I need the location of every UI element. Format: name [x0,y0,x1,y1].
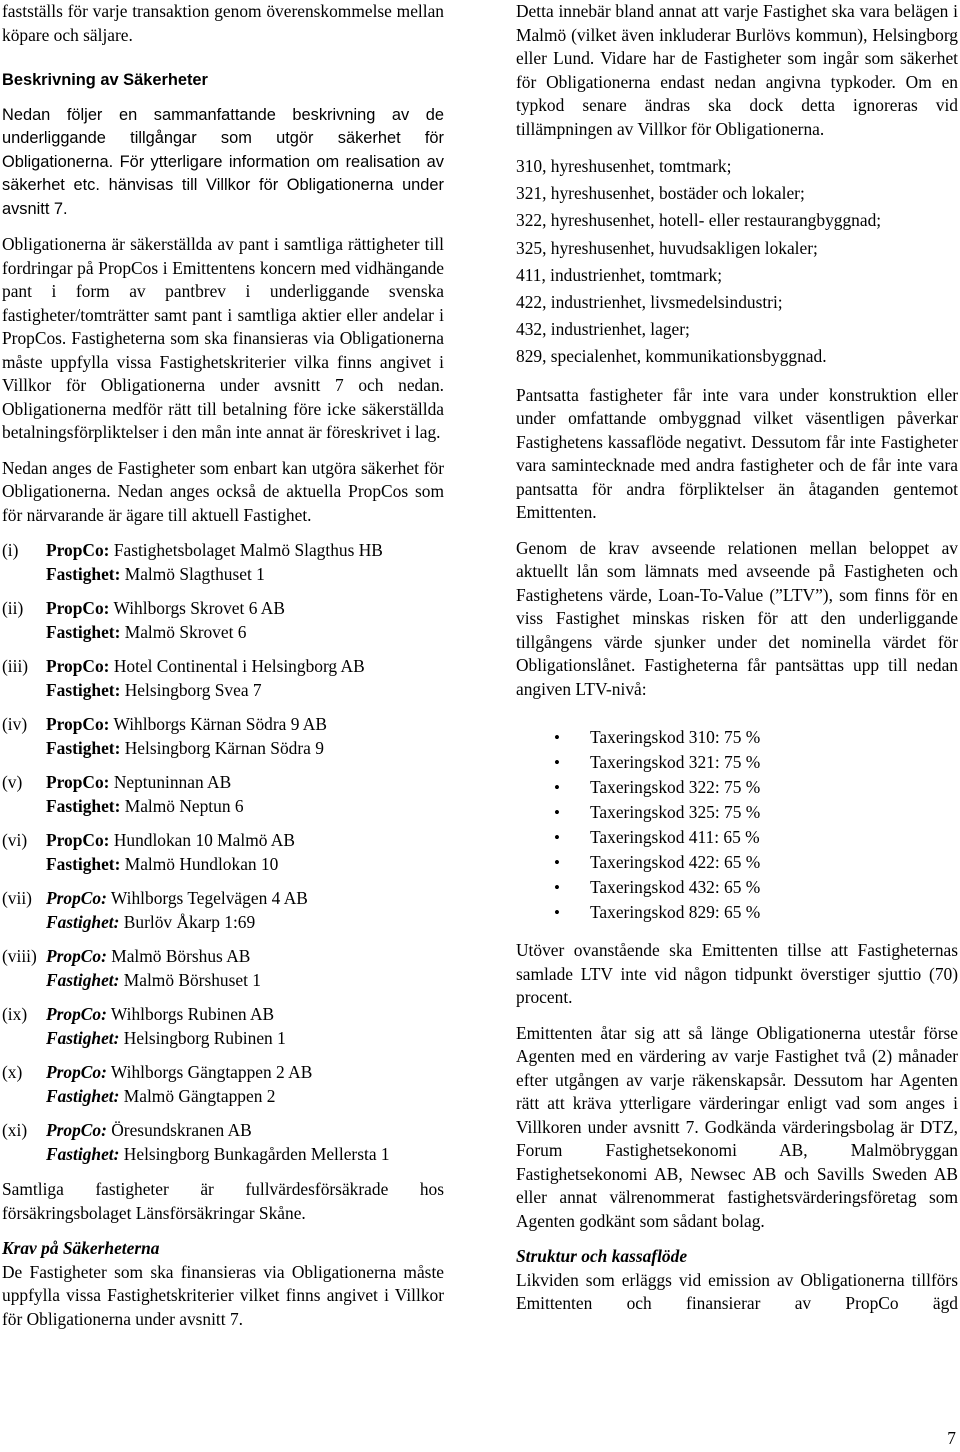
property-number: (vi) [2,830,28,850]
property-number: (x) [2,1062,23,1082]
propco-name: Hotel Continental i Helsingborg AB [113,656,365,676]
property-number: (vii) [2,888,32,908]
property-number: (iii) [2,656,29,676]
property-item [2,771,444,818]
fastighet-name: Helsingborg Svea 7 [124,679,262,700]
property-number: (v) [2,772,23,792]
paragraph-nedan-anges: Nedan anges de Fastigheter som enbart kan utgöra säkerhet för Obligationerna. Nedan anges också de aktuella PropCos som för närvarande är ägare till aktuell Fastighet. [2,457,444,525]
left-column [2,0,444,1331]
type-code-item: 321, hyreshusenhet, bostäder och lokaler; [516,183,805,204]
fastighet-label: Fastighet: [46,1143,120,1164]
fastighet-label: Fastighet: [46,1027,120,1048]
propco-label: PropCo: [46,946,107,966]
ltv-level-item: • Taxeringskod 325: 75 % [516,800,958,825]
fastighet-name: Malmö Hundlokan 10 [124,853,279,874]
property-number: (iv) [2,714,28,734]
fastighet-name: Malmö Neptun 6 [124,795,244,816]
property-item [2,597,444,644]
property-item [2,655,444,702]
ltv-level-item: • Taxeringskod 411: 65 % [516,825,958,850]
fastighet-name: Malmö Skrovet 6 [124,621,247,642]
type-code-item: 829, specialenhet, kommunikationsbyggnad. [516,346,827,367]
propco-label: PropCo: [46,714,110,734]
fastighet-label: Fastighet: [46,1085,120,1106]
ltv-level-item: • Taxeringskod 432: 65 % [516,875,958,900]
paragraph-beskrivning: Nedan följer en sammanfattande beskrivning av de underliggande tillgångar som utgör säkerhet för Obligationerna. För ytterligare information om realisation av säkerhet etc. hänvisas till Villkor för Obligationerna under avsnitt 7. [2,105,444,218]
property-item [2,1003,444,1050]
propco-label: PropCo: [46,1062,107,1082]
propco-label: PropCo: [46,656,110,676]
paragraph-pantsatta: Pantsatta fastigheter får inte vara under konstruktion eller under omfattande ombyggnad vilket väsentligen påverkar Fastighetens kassaflöde negativt. Dessutom får inte Fastigheter vara samintecknade med andra fastigheter och de får inte vara pantsatta för andra förpliktelser än åtaganden gentemot Emittenten. [516,384,958,523]
fastighet-label: Fastighet: [46,795,121,816]
property-number: (ix) [2,1004,28,1024]
ltv-level-item: • Taxeringskod 422: 65 % [516,850,958,875]
property-item [2,713,444,760]
propco-name: Hundlokan 10 Malmö AB [113,830,295,850]
propco-label: PropCo: [46,598,110,618]
fastighet-label: Fastighet: [46,911,120,932]
fastighet-label: Fastighet: [46,621,121,642]
propco-label: PropCo: [46,1120,107,1140]
fastighet-label: Fastighet: [46,969,120,990]
paragraph-krav: De Fastigheter som ska finansieras via Obligationerna måste uppfylla vissa Fastighetskriterier vilket finns angivet i Villkor för Obligationerna under avsnitt 7. [2,1261,444,1329]
paragraph-samlade-ltv: Utöver ovanstående ska Emittenten tillse att Fastigheternas samlade LTV inte vid någon tidpunkt överstiger sjuttio (70) procent. [516,940,958,1008]
property-item [2,1061,444,1108]
propco-name: Wihlborgs Skrovet 6 AB [113,598,285,618]
propco-label: PropCo: [46,1004,107,1024]
property-list [2,539,444,1166]
left-paragraph-intro: fastställs för varje transaktion genom överenskommelse mellan köpare och säljare. [2,1,444,45]
fastighet-name: Malmö Slagthuset 1 [124,563,265,584]
fastighet-label: Fastighet: [46,737,121,758]
propco-name: Öresundskranen AB [111,1120,252,1140]
fastighet-label: Fastighet: [46,853,121,874]
property-item [2,887,444,934]
paragraph-forsakring: Samtliga fastigheter är fullvärdesförsäkrade hos försäkringsbolaget Länsförsäkringar Skåne. [2,1179,444,1223]
type-code-item: 310, hyreshusenhet, tomtmark; [516,156,732,176]
type-code-item: 422, industrienhet, livsmedelsindustri; [516,292,783,313]
heading-krav-pa-sakerheterna: Krav på Säkerheterna [2,1238,160,1258]
type-code-item: 432, industrienhet, lager; [516,319,690,340]
propco-label: PropCo: [46,830,110,850]
ltv-level-item: • Taxeringskod 829: 65 % [516,900,958,925]
heading-beskrivning-av-sakerheter: Beskrivning av Säkerheter [2,71,208,89]
paragraph-belagen: Detta innebär bland annat att varje Fastighet ska vara belägen i Malmö (vilket även inkluderar Burlövs kommun), Helsingborg eller Lund. Vidare har de Fastigheter som ingår som säkerhet för Obligationerna endast nedan angivna typkoder. Om en typkod senare ändras ska dock detta ignoreras vid tillämpningen av Villkor för Obligationerna. [516,1,958,139]
ltv-level-item: • Taxeringskod 321: 75 % [516,750,958,775]
property-item [2,539,444,586]
paragraph-sakerstallda: Obligationerna är säkerställda av pant i samtliga rättigheter till fordringar på PropCos i Emittentens koncern med vidhängande pant i form av pantbrev i underliggande svenska fastigheter/tomträtter samt pant i samtliga aktier eller andelar i PropCos. Fastigheterna som ska finansieras via Obligationerna måste uppfylla vissa Fastighetskriterier vilka finns angivet i Villkor för Obligationerna under avsnitt 7 och nedan. Obligationerna medför rätt till betalning före icke säkerställda betalningsförpliktelser i den mån inte annat är föreskrivet i lag. [2,234,444,442]
propco-name: Wihlborgs Gängtappen 2 AB [110,1062,313,1082]
fastighet-label: Fastighet: [46,679,121,700]
ltv-level-list [516,725,958,925]
propco-label: PropCo: [46,772,110,792]
page-number: 7 [947,1428,956,1448]
type-code-list [516,153,958,371]
type-code-item: 325, hyreshusenhet, huvudsakligen lokaler; [516,237,818,258]
propco-name: Wihlborgs Tegelvägen 4 AB [110,888,308,908]
property-number: (xi) [2,1120,28,1140]
propco-label: PropCo: [46,540,110,560]
type-code-item: 411, industrienhet, tomtmark; [516,264,723,285]
heading-struktur-och-kassaflode: Struktur och kassaflöde [516,1246,688,1267]
propco-name: Wihlborgs Kärnan Södra 9 AB [113,714,327,734]
propco-name: Fastighetsbolaget Malmö Slagthus HB [113,540,383,560]
ltv-level-item: • Taxeringskod 322: 75 % [516,775,958,800]
property-number: (viii) [2,946,37,966]
fastighet-name: Helsingborg Bunkagården Mellersta 1 [123,1143,390,1164]
fastighet-name: Burlöv Åkarp 1:69 [123,911,256,932]
ltv-level-item: • Taxeringskod 310: 75 % [516,725,958,750]
paragraph-likviden: Likviden som erläggs vid emission av Obligationerna tillförs Emittenten och finansierar av PropCo ägd [516,1269,958,1314]
property-number: (i) [2,540,19,560]
fastighet-name: Malmö Börshuset 1 [123,969,261,990]
fastighet-name: Malmö Gängtappen 2 [123,1085,276,1106]
fastighet-name: Helsingborg Kärnan Södra 9 [124,737,324,758]
property-item [2,945,444,992]
propco-name: Wihlborgs Rubinen AB [110,1004,275,1024]
property-number: (ii) [2,598,24,618]
property-item [2,1119,444,1166]
propco-name: Neptuninnan AB [113,772,232,792]
type-code-item: 322, hyreshusenhet, hotell- eller restaurangbyggnad; [516,210,882,231]
right-column [516,0,958,1316]
fastighet-name: Helsingborg Rubinen 1 [123,1027,286,1048]
fastighet-label: Fastighet: [46,563,121,584]
paragraph-vardering: Emittenten åtar sig att så länge Obligationerna utestår förse Agenten med en värdering av varje Fastighet två (2) månader efter utgången av varje räkenskapsår. Dessutom har Agenten rätt att kräva ytterligare värderingar enligt vad som anges i Villkoren under avsnitt 7. Godkända värderingsbolag är DTZ, Forum Fastighetsekonomi AB, Malmöbryggan Fastighetsekonomi AB, Newsec AB och Savills Sweden AB eller annat välrenommerat fastighetsvärderingsföretag som Agenten godkänt som sådant bolag. [516,1022,958,1231]
paragraph-ltv: Genom de krav avseende relationen mellan beloppet av aktuellt lån som lämnats med avseende på Fastigheten och Fastighetens värde, Loan-To-Value (”LTV”), som finns för en viss Fastighet minskas risken för att den underliggande tillgångens värde sjunker under det nominella värdet för Obligationslånet. Fastigheterna får pantsättas upp till nedan angiven LTV-nivå: [516,537,958,699]
property-item [2,829,444,876]
propco-label: PropCo: [46,888,107,908]
propco-name: Malmö Börshus AB [111,946,251,966]
